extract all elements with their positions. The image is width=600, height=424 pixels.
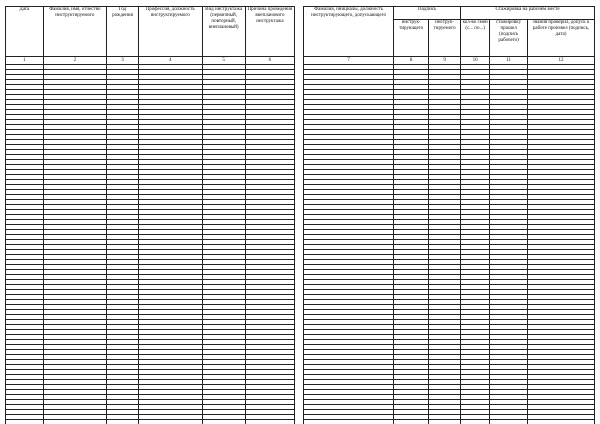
table-cell: [245, 420, 294, 424]
column-number-1: 1: [6, 57, 44, 65]
column-number-9: 9: [429, 57, 461, 65]
header-shift-count: кол-во смен (с... по...): [461, 20, 490, 57]
header-trainee-signature: инструк-тируемого: [429, 20, 461, 57]
column-number-12: 12: [528, 57, 595, 65]
header-date: Дата: [6, 7, 44, 57]
table-cell: [461, 420, 490, 424]
column-number-3: 3: [107, 57, 139, 65]
table-cell: [394, 420, 429, 424]
table-row: [6, 420, 295, 424]
header-instructor-signature: инструк-тирующего: [394, 20, 429, 57]
table-cell: [138, 420, 202, 424]
header-knowledge-checked: знания проверил, допуск к работе произвел (подпись, дата): [528, 20, 595, 57]
column-number-6: 6: [245, 57, 294, 65]
header-unscheduled-reason: Причина проведения внепланового инструктажа: [245, 7, 294, 57]
header-birth-year: Год рождения: [107, 7, 139, 57]
column-number-10: 10: [461, 57, 490, 65]
table-cell: [202, 420, 245, 424]
column-number-5: 5: [202, 57, 245, 65]
column-number-2: 2: [43, 57, 107, 65]
right-journal-table: [303, 6, 595, 424]
left-table-body: [6, 65, 295, 424]
table-row: [304, 420, 595, 424]
header-internship-group: Стажировка на рабочем месте: [461, 7, 595, 20]
header-internship-completed: стажировку прошел (подпись рабочего): [490, 20, 528, 57]
table-cell: [6, 420, 44, 424]
header-signature-group: Подпись: [394, 7, 461, 20]
header-profession: Профессия, должность инструктируемого: [138, 7, 202, 57]
right-page: [303, 6, 595, 424]
column-number-11: 11: [490, 57, 528, 65]
header-instructor-name: Фамилия, инициалы, должность инструктирующего, допускающего: [304, 7, 394, 57]
header-briefing-type: Вид инструктажа (первичный, повторный, внеплановый): [202, 7, 245, 57]
table-cell: [528, 420, 595, 424]
column-number-7: 7: [304, 57, 394, 65]
left-page: [5, 6, 295, 424]
left-journal-table: [5, 6, 295, 424]
table-cell: [490, 420, 528, 424]
table-cell: [304, 420, 394, 424]
column-number-4: 4: [138, 57, 202, 65]
header-full-name: Фамилия, имя, отчество инструктируемого: [43, 7, 107, 57]
table-cell: [429, 420, 461, 424]
column-number-8: 8: [394, 57, 429, 65]
table-cell: [107, 420, 139, 424]
table-cell: [43, 420, 107, 424]
right-table-body: [304, 65, 595, 424]
